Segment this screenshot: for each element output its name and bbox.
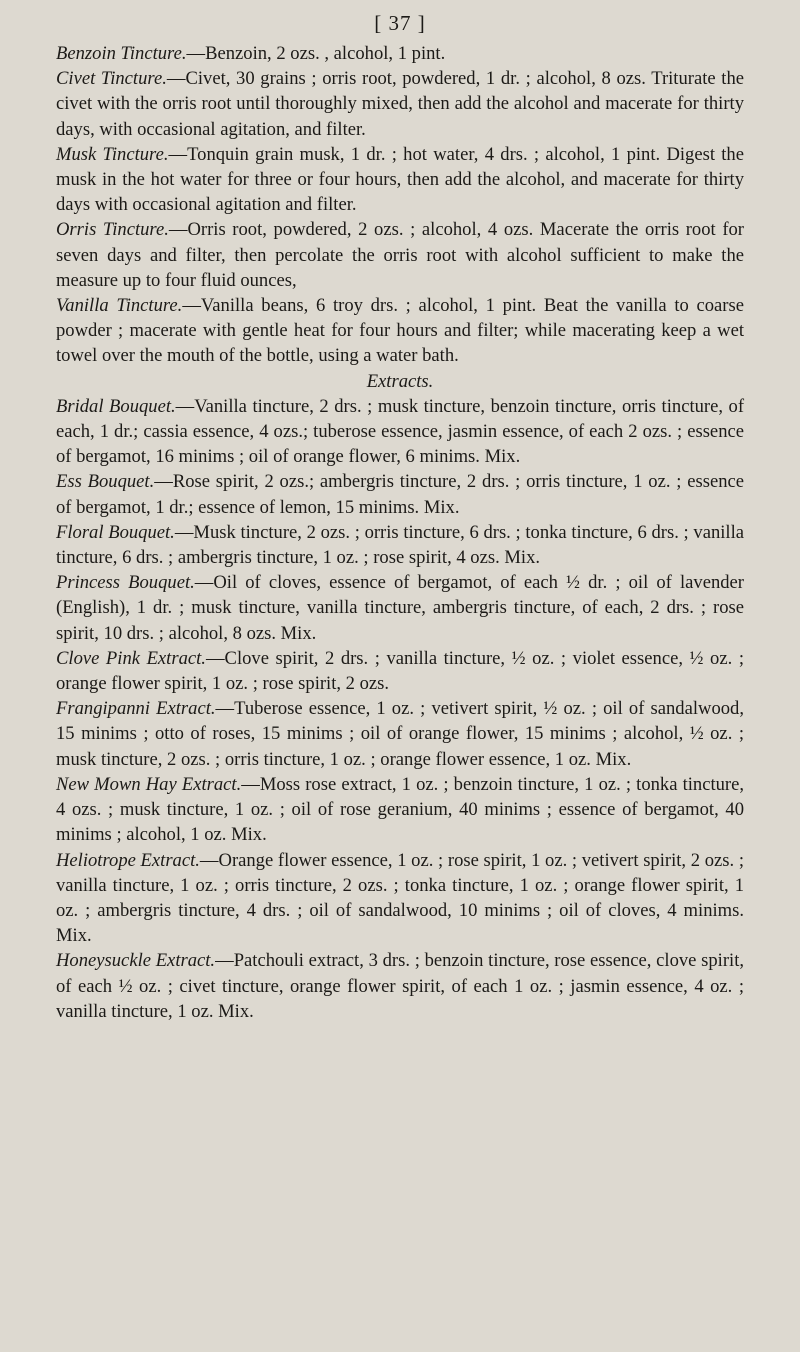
recipe-title: Honeysuckle Extract. [56, 950, 216, 972]
recipe-orris-tincture [56, 217, 744, 293]
recipe-title: Heliotrope Extract. [56, 849, 200, 871]
recipe-benzoin-tincture [56, 41, 744, 66]
recipe-ess-bouquet [56, 469, 744, 519]
recipe-bridal-bouquet [56, 394, 744, 470]
recipe-title: Ess Bouquet. [56, 471, 155, 493]
recipe-title: New Mown Hay Extract. [56, 773, 242, 795]
recipe-title: Civet Tincture. [56, 68, 167, 90]
recipe-princess-bouquet [56, 570, 744, 646]
recipe-text: —Clove spirit, 2 drs. ; vanilla tincture, ½ oz. ; violet essence, ½ oz. ; orange flower spirit, 1 oz. ; rose spirit, 2 ozs. [56, 647, 744, 695]
recipe-text: —Oil of cloves, essence of bergamot, of each ½ dr. ; oil of lavender (English), 1 dr. ; musk tincture, vanilla tincture, ambergris tincture, of each, 2 drs. ; rose spirit, 10 drs. ; alcohol, 8 ozs. Mix. [56, 572, 744, 644]
recipe-vanilla-tincture [56, 293, 744, 369]
recipe-heliotrope-extract [56, 848, 744, 949]
page-number: [ 37 ] [374, 11, 426, 35]
recipe-text: —Musk tincture, 2 ozs. ; orris tincture, 6 drs. ; tonka tincture, 6 drs. ; vanilla tincture, 6 drs. ; ambergris tincture, 1 oz. ; rose spirit, 4 ozs. Mix. [56, 521, 744, 569]
recipe-text: —Civet, 30 grains ; orris root, powdered, 1 dr. ; alcohol, 8 ozs. Triturate the civet with the orris root until thoroughly mixed, then add the alcohol and macerate for thirty days, with occasional agitation, and filter. [56, 68, 745, 140]
recipe-text: —Orris root, powdered, 2 ozs. ; alcohol, 4 ozs. Macerate the orris root for seven days and filter, then percolate the orris root with alcohol sufficient to make the measure up to four fluid ounces, [56, 219, 745, 291]
recipe-text: —Vanilla beans, 6 troy drs. ; alcohol, 1 pint. Beat the vanilla to coarse powder ; macerate with gentle heat for four hours and filter; while macerating keep a wet towel over the mouth of the bottle, using a water bath. [56, 295, 744, 367]
recipe-text: —Orange flower essence, 1 oz. ; rose spirit, 1 oz. ; vetivert spirit, 2 ozs. ; vanilla tincture, 1 oz. ; orris tincture, 2 ozs. ; tonka tincture, 1 oz. ; orange flower spirit, 1 oz. ; ambergris tincture, 4 drs. ; oil of sandalwood, 10 minims ; oil of cloves, 4 minims. Mix. [56, 849, 744, 947]
recipe-title: Musk Tincture. [56, 143, 169, 165]
recipe-title: Benzoin Tincture. [56, 43, 187, 64]
recipe-text: —Patchouli extract, 3 drs. ; benzoin tincture, rose essence, clove spirit, of each ½ oz. ; civet tincture, orange flower spirit, of each 1 oz. ; jasmin essence, 4 oz. ; vanilla tincture, 1 oz. Mix. [56, 950, 745, 1022]
page-body [56, 41, 744, 1024]
recipe-title: Floral Bouquet. [56, 521, 175, 543]
recipe-new-mown-hay-extract [56, 772, 744, 848]
recipe-musk-tincture [56, 142, 744, 218]
recipe-clove-pink-extract [56, 646, 744, 696]
section-heading-extracts: Extracts. [366, 370, 434, 392]
recipe-title: Clove Pink Extract. [56, 647, 206, 669]
recipe-text: —Tuberose essence, 1 oz. ; vetivert spirit, ½ oz. ; oil of sandalwood, 15 minims ; otto of roses, 15 minims ; oil of orange flower, 15 minims ; alcohol, ½ oz. ; musk tincture, 2 ozs. ; orris tincture, 1 oz. ; orange flower essence, 1 oz. Mix. [56, 698, 744, 770]
recipe-title: Orris Tincture. [56, 219, 169, 241]
recipe-text: —Vanilla tincture, 2 drs. ; musk tincture, benzoin tincture, orris tincture, of each, 1 dr.; cassia essence, 4 ozs.; tuberose essence, jasmin essence, of each 2 ozs. ; essence of bergamot, 16 minims ; oil of orange flower, 6 minims. Mix. [56, 395, 745, 468]
recipe-frangipanni-extract [56, 696, 744, 772]
recipe-civet-tincture [56, 66, 744, 142]
recipe-honeysuckle-extract [56, 948, 744, 1024]
recipe-text: —Benzoin, 2 ozs. , alcohol, 1 pint. [186, 43, 446, 64]
recipe-text: —Moss rose extract, 1 oz. ; benzoin tincture, 1 oz. ; tonka tincture, 4 ozs. ; musk tincture, 1 oz. ; oil of rose geranium, 40 minims ; essence of bergamot, 40 minims ; alcohol, 1 oz. Mix. [56, 773, 745, 846]
recipe-floral-bouquet [56, 520, 744, 570]
recipe-text: —Rose spirit, 2 ozs.; ambergris tincture, 2 drs. ; orris tincture, 1 oz. ; essence of bergamot, 1 dr.; essence of lemon, 15 minims. Mix. [56, 471, 745, 518]
recipe-title: Frangipanni Extract. [56, 698, 216, 720]
recipe-title: Vanilla Tincture. [56, 295, 183, 317]
recipe-text: —Tonquin grain musk, 1 dr. ; hot water, 4 drs. ; alcohol, 1 pint. Digest the musk in the hot water for three or four hours, then add the alcohol, and macerate for thirty days with occasional agitation and filter. [56, 143, 744, 216]
recipe-title: Bridal Bouquet. [56, 395, 176, 417]
recipe-title: Princess Bouquet. [56, 572, 195, 594]
